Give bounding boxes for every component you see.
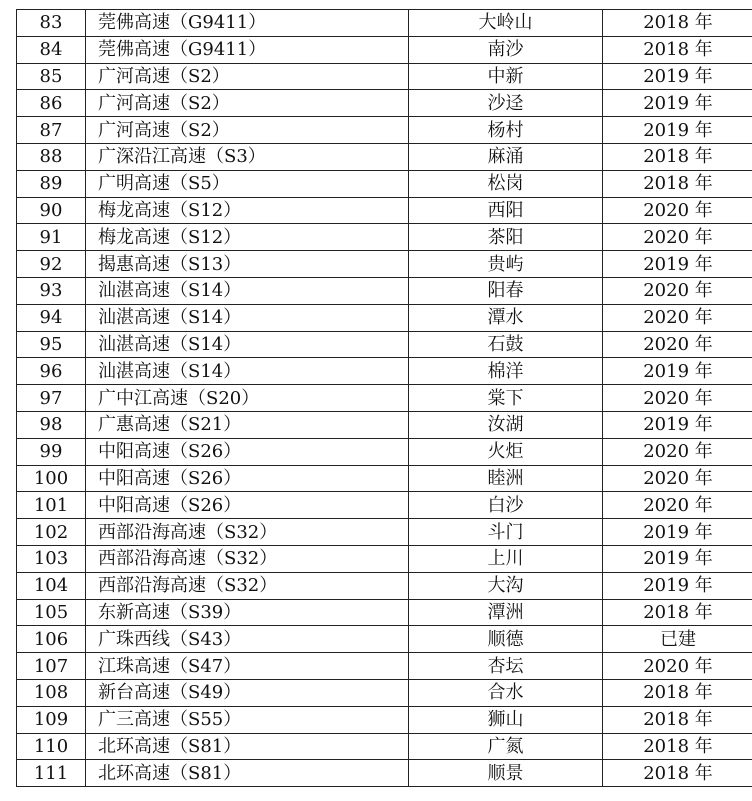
road-name-cell: 广河高速（S2） [86,90,409,117]
year-cell: 2018 年 [603,706,752,733]
table-row [17,626,752,653]
service-area-cell: 南沙 [409,36,603,63]
year-cell: 2020 年 [603,304,752,331]
road-name-cell: 广明高速（S5） [86,170,409,197]
road-name-cell: 梅龙高速（S12） [86,224,409,251]
road-name-cell: 中阳高速（S26） [86,438,409,465]
road-name-cell: 中阳高速（S26） [86,492,409,519]
road-name-cell: 广河高速（S2） [86,117,409,144]
year-cell: 2019 年 [603,411,752,438]
service-area-cell: 上川 [409,545,603,572]
service-area-cell: 白沙 [409,492,603,519]
service-area-cell: 西阳 [409,197,603,224]
road-name-cell: 汕湛高速（S14） [86,277,409,304]
row-number-cell: 108 [17,679,86,706]
table-row [17,385,752,412]
row-number-cell: 110 [17,733,86,760]
road-name-cell: 莞佛高速（G9411） [86,36,409,63]
road-name-cell: 江珠高速（S47） [86,653,409,680]
service-area-cell: 杏坛 [409,653,603,680]
year-cell: 2020 年 [603,653,752,680]
year-cell: 2019 年 [603,572,752,599]
road-name-cell: 西部沿海高速（S32） [86,519,409,546]
service-area-cell: 麻涌 [409,143,603,170]
table-row [17,706,752,733]
service-area-cell: 潭洲 [409,599,603,626]
year-cell: 2019 年 [603,251,752,278]
road-name-cell: 中阳高速（S26） [86,465,409,492]
year-cell: 2018 年 [603,599,752,626]
year-cell: 2019 年 [603,545,752,572]
row-number-cell: 103 [17,545,86,572]
row-number-cell: 84 [17,36,86,63]
row-number-cell: 105 [17,599,86,626]
table-row [17,519,752,546]
road-name-cell: 汕湛高速（S14） [86,304,409,331]
row-number-cell: 92 [17,251,86,278]
year-cell: 2020 年 [603,465,752,492]
service-area-cell: 松岗 [409,170,603,197]
table-row [17,653,752,680]
row-number-cell: 95 [17,331,86,358]
table-row [17,251,752,278]
row-number-cell: 87 [17,117,86,144]
row-number-cell: 100 [17,465,86,492]
table-row [17,10,752,37]
year-cell: 2018 年 [603,733,752,760]
road-name-cell: 揭惠高速（S13） [86,251,409,278]
year-cell: 2019 年 [603,117,752,144]
road-name-cell: 广河高速（S2） [86,63,409,90]
row-number-cell: 90 [17,197,86,224]
row-number-cell: 89 [17,170,86,197]
table-row [17,465,752,492]
service-area-cell: 石鼓 [409,331,603,358]
row-number-cell: 97 [17,385,86,412]
row-number-cell: 104 [17,572,86,599]
service-area-cell: 沙迳 [409,90,603,117]
row-number-cell: 94 [17,304,86,331]
row-number-cell: 91 [17,224,86,251]
service-area-cell: 大岭山 [409,10,603,37]
row-number-cell: 109 [17,706,86,733]
road-name-cell: 莞佛高速（G9411） [86,10,409,37]
row-number-cell: 93 [17,277,86,304]
service-area-cell: 棠下 [409,385,603,412]
service-area-cell: 顺景 [409,760,603,787]
service-area-cell: 合水 [409,679,603,706]
table-row [17,572,752,599]
table-row [17,492,752,519]
table-row [17,545,752,572]
service-area-cell: 中新 [409,63,603,90]
road-name-cell: 西部沿海高速（S32） [86,572,409,599]
service-area-cell: 潭水 [409,304,603,331]
service-area-table [16,9,752,787]
year-cell: 2018 年 [603,760,752,787]
table-row [17,304,752,331]
service-area-cell: 顺德 [409,626,603,653]
row-number-cell: 107 [17,653,86,680]
road-name-cell: 广深沿江高速（S3） [86,143,409,170]
table-row [17,760,752,787]
table-row [17,63,752,90]
service-area-cell: 斗门 [409,519,603,546]
table-row [17,599,752,626]
table-row [17,90,752,117]
year-cell: 2018 年 [603,36,752,63]
row-number-cell: 111 [17,760,86,787]
table-row [17,331,752,358]
row-number-cell: 85 [17,63,86,90]
road-name-cell: 新台高速（S49） [86,679,409,706]
year-cell: 2020 年 [603,492,752,519]
year-cell: 2019 年 [603,519,752,546]
service-area-cell: 大沟 [409,572,603,599]
year-cell: 2019 年 [603,63,752,90]
year-cell: 2020 年 [603,197,752,224]
service-area-cell: 棉洋 [409,358,603,385]
year-cell: 2018 年 [603,10,752,37]
table-row [17,277,752,304]
row-number-cell: 88 [17,143,86,170]
row-number-cell: 86 [17,90,86,117]
road-name-cell: 北环高速（S81） [86,733,409,760]
year-cell: 2018 年 [603,679,752,706]
table-row [17,411,752,438]
road-name-cell: 汕湛高速（S14） [86,331,409,358]
table-row [17,438,752,465]
year-cell: 2019 年 [603,90,752,117]
road-name-cell: 广三高速（S55） [86,706,409,733]
row-number-cell: 101 [17,492,86,519]
year-cell: 2020 年 [603,331,752,358]
table-row [17,224,752,251]
year-cell: 已建 [603,626,752,653]
row-number-cell: 83 [17,10,86,37]
table-row [17,143,752,170]
road-name-cell: 广中江高速（S20） [86,385,409,412]
road-name-cell: 汕湛高速（S14） [86,358,409,385]
year-cell: 2018 年 [603,170,752,197]
service-area-cell: 贵屿 [409,251,603,278]
table-row [17,197,752,224]
service-area-cell: 广氮 [409,733,603,760]
table-row [17,358,752,385]
table-body [17,10,752,787]
service-area-cell: 火炬 [409,438,603,465]
service-area-cell: 睦洲 [409,465,603,492]
service-area-cell: 阳春 [409,277,603,304]
year-cell: 2020 年 [603,277,752,304]
table-row [17,117,752,144]
year-cell: 2019 年 [603,358,752,385]
row-number-cell: 106 [17,626,86,653]
year-cell: 2020 年 [603,385,752,412]
service-area-cell: 狮山 [409,706,603,733]
road-name-cell: 广珠西线（S43） [86,626,409,653]
row-number-cell: 99 [17,438,86,465]
service-area-cell: 茶阳 [409,224,603,251]
table-row [17,733,752,760]
year-cell: 2020 年 [603,224,752,251]
row-number-cell: 102 [17,519,86,546]
road-name-cell: 东新高速（S39） [86,599,409,626]
road-name-cell: 广惠高速（S21） [86,411,409,438]
service-area-cell: 杨村 [409,117,603,144]
road-name-cell: 梅龙高速（S12） [86,197,409,224]
table-row [17,679,752,706]
year-cell: 2020 年 [603,438,752,465]
service-area-cell: 汝湖 [409,411,603,438]
table-row [17,170,752,197]
table-row [17,36,752,63]
road-name-cell: 北环高速（S81） [86,760,409,787]
row-number-cell: 96 [17,358,86,385]
road-name-cell: 西部沿海高速（S32） [86,545,409,572]
row-number-cell: 98 [17,411,86,438]
year-cell: 2018 年 [603,143,752,170]
